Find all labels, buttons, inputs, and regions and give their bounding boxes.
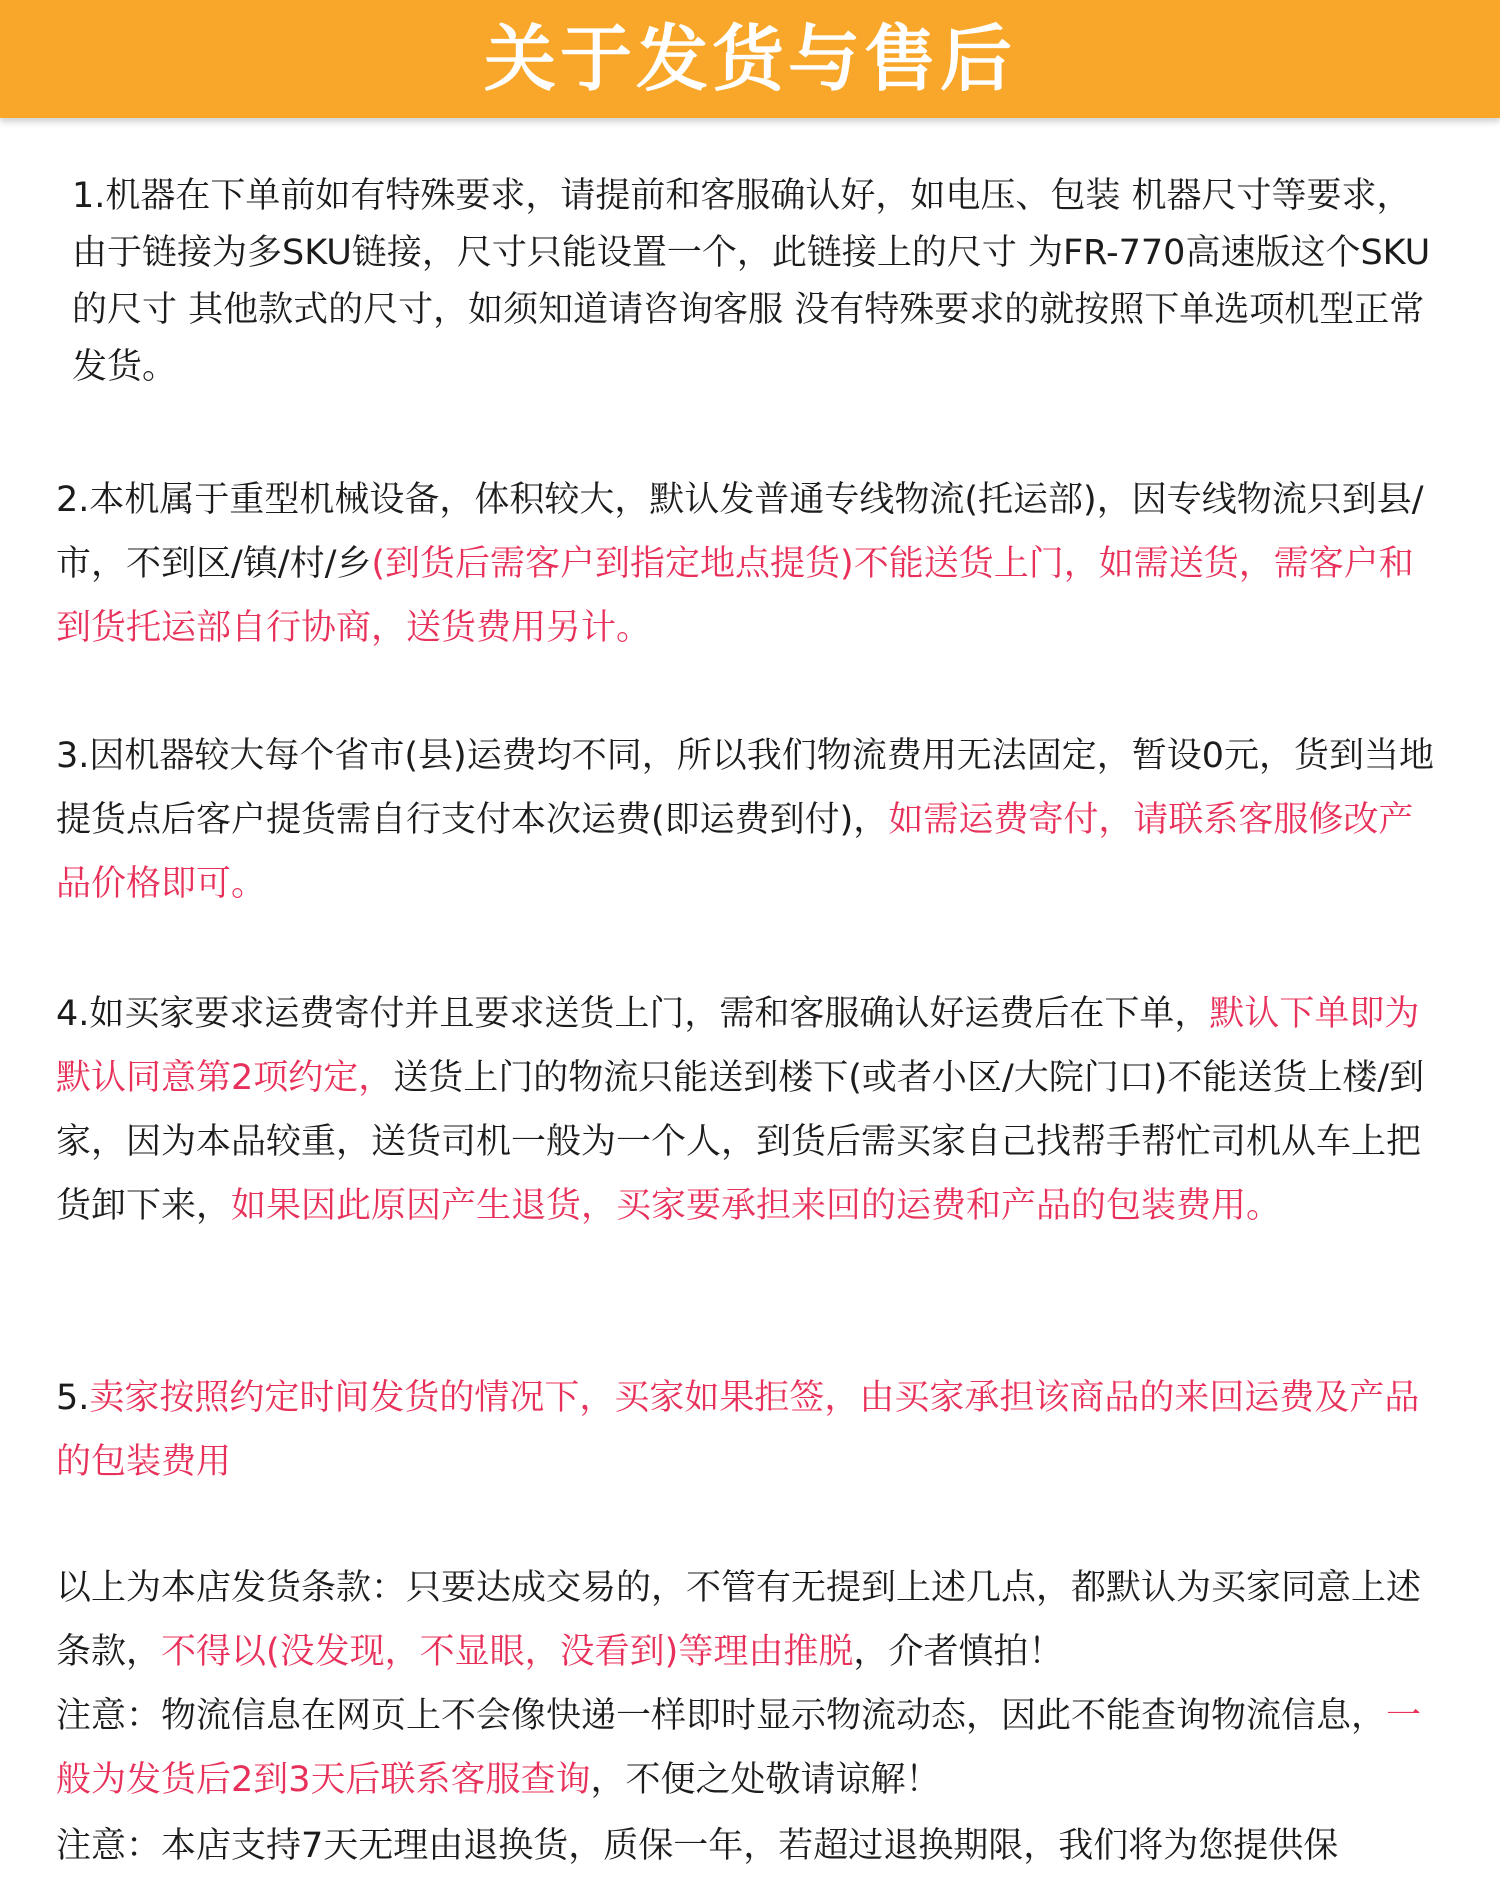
terms-block [56, 1556, 1446, 1812]
policy-item-5-text: 5. [56, 1378, 90, 1418]
policy-item-5-highlight: 卖家按照约定时间发货的情况下，买家如果拒签，由买家承担该商品的来回运费及产品的包装费用 [56, 1378, 1420, 1482]
policy-item-2 [56, 468, 1446, 660]
policy-item-4-highlight-a: 默认下单即为默认同意第2项约定， [56, 994, 1420, 1098]
terms-text-b: ，介者慎拍！ [853, 1632, 1064, 1672]
policy-item-3 [56, 724, 1446, 916]
note-return-policy [56, 1814, 1446, 1878]
policy-item-5 [56, 1366, 1446, 1494]
page-title: 关于发货与售后 [483, 17, 1016, 101]
policy-item-3-text: 3.因机器较大每个省市(县)运费均不同，所以我们物流费用无法固定，暂设0元，货到当地提货点后客户提货需自行支付本次运费(即运费到付)， [56, 736, 1434, 840]
policy-item-1-text: 1.机器在下单前如有特殊要求，请提前和客服确认好，如电压、包装 机器尺寸等要求， 由于链接为多SKU链接，尺寸只能设置一个，此链接上的尺寸 为FR-770高速版这个SKU的尺寸 其他款式的尺寸，如须知道请咨询客服 没有特殊要求的就按照下单选项机型正常发货。 [72, 176, 1431, 387]
terms-highlight: 不得以(没发现，不显眼，没看到)等理由推脱 [161, 1632, 854, 1672]
note-logistics-text-b: ，不便之处敬请谅解！ [590, 1760, 941, 1800]
policy-item-3-highlight: 如需运费寄付，请联系客服修改产品价格即可。 [56, 800, 1414, 904]
policy-item-4-text-a: 4.如买家要求运费寄付并且要求送货上门，需和客服确认好运费后在下单， [56, 994, 1210, 1034]
note-return-text: 注意：本店支持7天无理由退换货，质保一年，若超过退换期限，我们将为您提供保 [56, 1826, 1339, 1866]
policy-item-1 [72, 168, 1452, 396]
note-logistics-highlight: 一般为发货后2到3天后联系客服查询 [56, 1696, 1422, 1800]
policy-item-4-text-b: 送货上门的物流只能送到楼下(或者小区/大院门口)不能送货上楼/到家，因为本品较重，送货司机一般为一个人，到货后需买家自己找帮手帮忙司机从车上把货卸下来， [56, 1058, 1425, 1226]
terms-text-a: 以上为本店发货条款：只要达成交易的，不管有无提到上述几点，都默认为买家同意上述条款， [56, 1568, 1422, 1672]
policy-item-4 [56, 982, 1446, 1238]
policy-item-2-text: 2.本机属于重型机械设备，体积较大，默认发普通专线物流(托运部)，因专线物流只到县/市，不到区/镇/村/乡 [56, 480, 1424, 584]
policy-item-4-highlight-b: 如果因此原因产生退货，买家要承担来回的运费和产品的包装费用。 [231, 1186, 1282, 1226]
policy-item-2-highlight: (到货后需客户到指定地点提货)不能送货上门，如需送货，需客户和到货托运部自行协商，送货费用另计。 [56, 544, 1414, 648]
note-logistics-text-a: 注意：物流信息在网页上不会像快递一样即时显示物流动态，因此不能查询物流信息， [56, 1696, 1387, 1736]
